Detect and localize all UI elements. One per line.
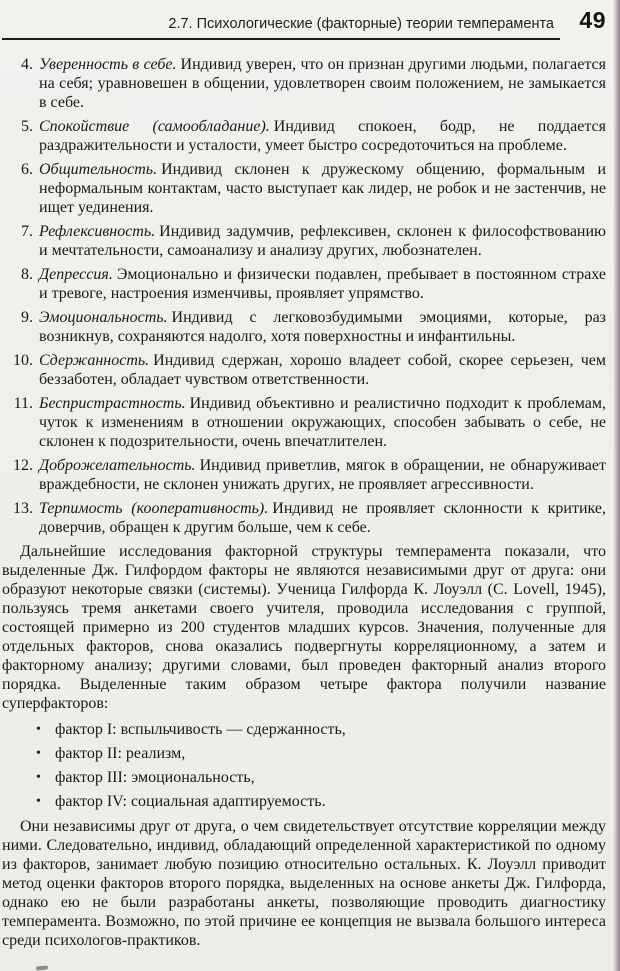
bullet-item-text: фактор III: эмоциональность, <box>55 769 255 786</box>
list-item <box>2 160 606 217</box>
list-item-term: Доброжелательность. <box>39 457 196 474</box>
bullet-item <box>2 792 606 811</box>
page-number: 49 <box>579 7 606 33</box>
scan-artifact-mark <box>36 965 48 970</box>
list-item-body <box>39 55 606 112</box>
list-item <box>2 394 606 451</box>
list-item <box>2 351 606 389</box>
list-item-text: Индивид задумчив, рефлексивен, склонен к философствованию и мечтательности, самоанализу и анализу других, любознателен. <box>39 223 606 259</box>
list-item-body <box>39 394 606 451</box>
running-header-title: 2.7. Психологические (факторные) теории темперамента <box>2 16 560 40</box>
list-item-number: 4. <box>21 56 33 73</box>
bullet-item-text: фактор IV: социальная адаптируемость. <box>55 793 326 810</box>
list-item-number: 6. <box>21 161 33 178</box>
list-item-text: Индивид уверен, что он признан другими людьми, полагается на себя; уравновешен в общении, удовлетворен своим положением, не замыкается в себе. <box>39 56 606 111</box>
list-item-text: Индивид с легковозбудимыми эмоциями, которые, раз возникнув, сохраняются надолго, хотя поверхностны и инфантильны. <box>39 309 606 345</box>
running-header <box>2 7 606 40</box>
bullet-icon: • <box>36 794 41 809</box>
bullet-item <box>2 744 606 763</box>
bullet-icon: • <box>36 722 41 737</box>
list-item-text: Индивид объективно и реалистично подходит к проблемам, чуток к изменениям в отношении окружающих, способен забывать о себе, не склонен к подозрительности, очень впечатлителен. <box>39 395 606 450</box>
superfactor-list <box>2 720 606 811</box>
list-item-number: 10. <box>13 352 33 369</box>
list-item-term: Рефлексивность. <box>39 223 156 240</box>
list-item <box>2 308 606 346</box>
list-item-text: Индивид приветлив, мягок в обращении, не обнаруживает враждебности, не склонен унижать других, не проявляет агрессивности. <box>39 457 606 493</box>
list-item-term: Сдержанность. <box>39 352 150 369</box>
list-item-text: Индивид склонен к дружескому общению, формальным и неформальным контактам, часто выступает как лидер, не робок и не застенчив, не ищет уединения. <box>39 161 606 216</box>
list-item-number: 13. <box>13 500 33 517</box>
paragraph-factor-research: Дальнейшие исследования факторной структуры темперамента показали, что выделенные Дж. Гилфордом факторы не являются независимыми друг от друга: они образуют некоторые связки (системы). Ученица Гилфорда К. Лоуэлл (C. Lovell, 1945), пользуясь тремя анкетами своего учителя, проводила исследования с группой, состоящей примерно из 200 студентов младших курсов. Значения, полученные для отдельных факторов, снова оказались подвергнуты корреляционному, а затем и факторному анализу; другими словами, был проведен факторный анализ второго порядка. Выделенные таким образом четыре фактора получили название суперфакторов: <box>2 543 606 712</box>
page-content <box>2 55 606 950</box>
bullet-item <box>2 768 606 787</box>
list-item-number: 9. <box>21 309 33 326</box>
list-item-text: Эмоционально и физически подавлен, пребывает в постоянном страхе и тревоге, настроения изменчивы, проявляет упрямство. <box>39 266 606 302</box>
list-item-body <box>39 308 606 346</box>
list-item <box>2 55 606 112</box>
list-item-number: 11. <box>13 395 33 412</box>
list-item-body <box>39 499 606 537</box>
list-item-term: Уверенность в себе. <box>39 56 177 73</box>
list-item <box>2 265 606 303</box>
list-item-term: Терпимость (кооперативность). <box>39 500 269 517</box>
list-item-term: Спокойствие (самообладание). <box>39 118 270 135</box>
list-item-number: 5. <box>21 118 33 135</box>
list-item-body <box>39 160 606 217</box>
list-item-number: 8. <box>21 266 33 283</box>
list-item-body <box>39 265 606 303</box>
bullet-icon: • <box>36 770 41 785</box>
factor-list <box>2 55 606 537</box>
list-item <box>2 499 606 537</box>
bullet-item <box>2 720 606 739</box>
list-item-body <box>39 351 606 389</box>
list-item-term: Беспристрастность. <box>39 395 186 412</box>
list-item-term: Общительность. <box>39 161 158 178</box>
list-item-term: Эмоциональность. <box>39 309 168 326</box>
list-item-number: 7. <box>21 223 33 240</box>
list-item <box>2 222 606 260</box>
list-item-number: 12. <box>13 457 33 474</box>
list-item-term: Депрессия. <box>39 266 113 283</box>
scan-edge-shadow <box>613 0 620 971</box>
bullet-item-text: фактор I: вспыльчивость — сдержанность, <box>55 721 346 738</box>
list-item-body <box>39 456 606 494</box>
paragraph-conclusion: Они независимы друг от друга, о чем свидетельствует отсутствие корреляции между ними. Следовательно, индивид, обладающий определенной характеристикой по одному из факторов, занимает любую позицию относительно остальных. К. Лоуэлл приводит метод оценки факторов второго порядка, выделенных на основе анкеты Дж. Гилфорда, однако ею не были разработаны анкеты, позволяющие проводить диагностику темперамента. Возможно, по этой причине ее концепция не вызвала большого интереса среди психологов-практиков. <box>2 818 606 949</box>
list-item-body <box>39 117 606 155</box>
bullet-icon: • <box>36 746 41 761</box>
bullet-item-text: фактор II: реализм, <box>55 745 186 762</box>
list-item-text: Индивид спокоен, бодр, не поддается раздражительности и усталости, умеет быстро сосредоточиться на проблеме. <box>39 118 606 154</box>
list-item-text: Индивид сдержан, хорошо владеет собой, скорее серьезен, чем беззаботен, обладает чувством ответственности. <box>39 352 606 388</box>
list-item-text: Индивид не проявляет склонности к критике, доверчив, обращен к другим больше, чем к себе. <box>39 500 606 536</box>
list-item <box>2 456 606 494</box>
list-item <box>2 117 606 155</box>
list-item-body <box>39 222 606 260</box>
